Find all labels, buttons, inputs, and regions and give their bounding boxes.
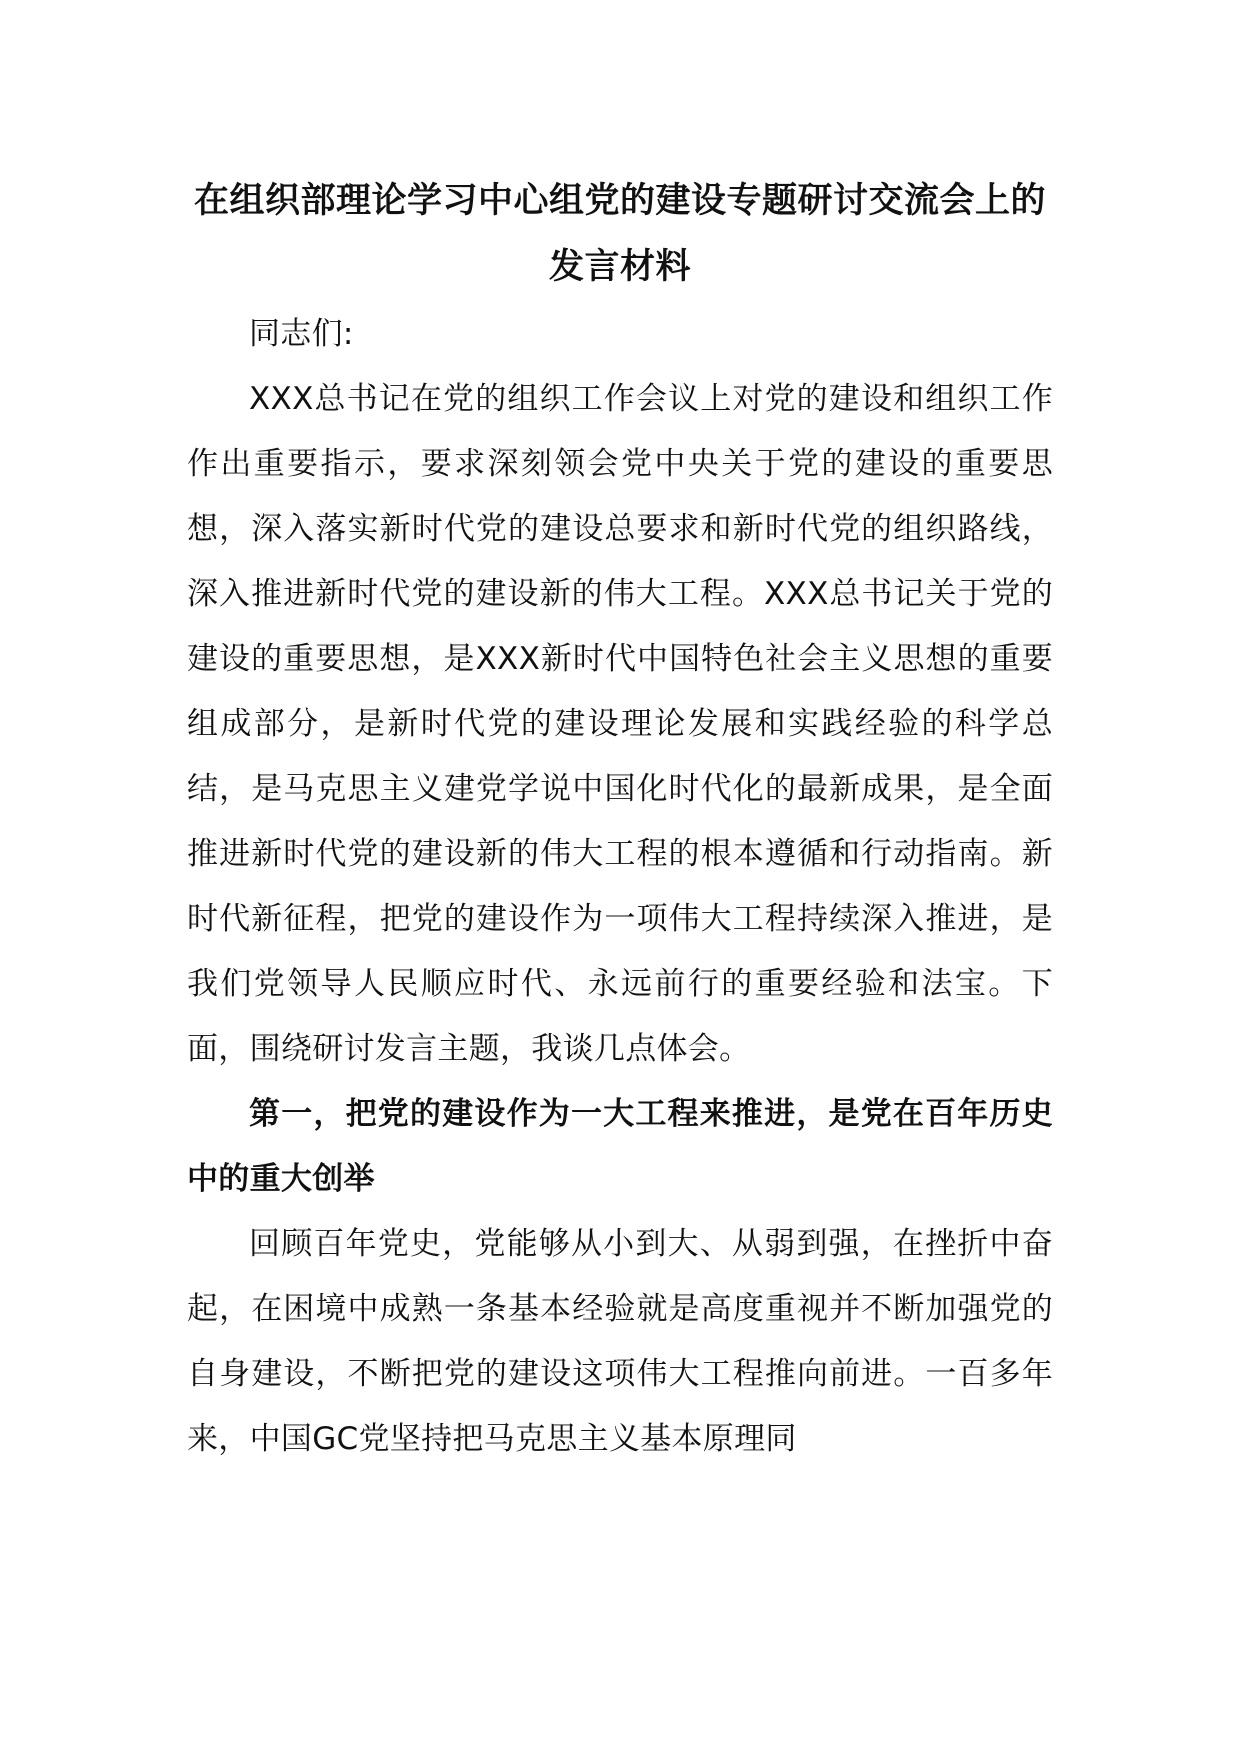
section-heading-1: 第一，把党的建设作为一大工程来推进，是党在百年历史中的重大创举 [187,1096,1053,1197]
greeting: 同志们: [249,316,354,352]
document-title: 在组织部理论学习中心组党的建设专题研讨交流会上的发言材料 [193,181,1046,287]
intro-paragraph: XXX总书记在党的组织工作会议上对党的建设和组织工作作出重要指示，要求深刻领会党中央关于党的建设的重要思想，深入落实新时代党的建设总要求和新时代党的组织路线，深入推进新时代党的建设新的伟大工程。XXX总书记关于党的建设的重要思想，是XXX新时代中国特色社会主义思想的重要组成部分，是新时代党的建设理论发展和实践经验的科学总结，是马克思主义建党学说中国化时代化的最新成果，是全面推进新时代党的建设新的伟大工程的根本遵循和行动指南。新时代新征程，把党的建设作为一项伟大工程持续深入推进，是我们党领导人民顺应时代、永远前行的重要经验和法宝。下面，围绕研讨发言主题，我谈几点体会。 [187,381,1053,1067]
document-body [187,168,1053,1472]
section-1-paragraph: 回顾百年党史，党能够从小到大、从弱到强，在挫折中奋起，在困境中成熟一条基本经验就是高度重视并不断加强党的自身建设，不断把党的建设这项伟大工程推向前进。一百多年来，中国GC党坚持把马克思主义基本原理同 [187,1226,1053,1457]
